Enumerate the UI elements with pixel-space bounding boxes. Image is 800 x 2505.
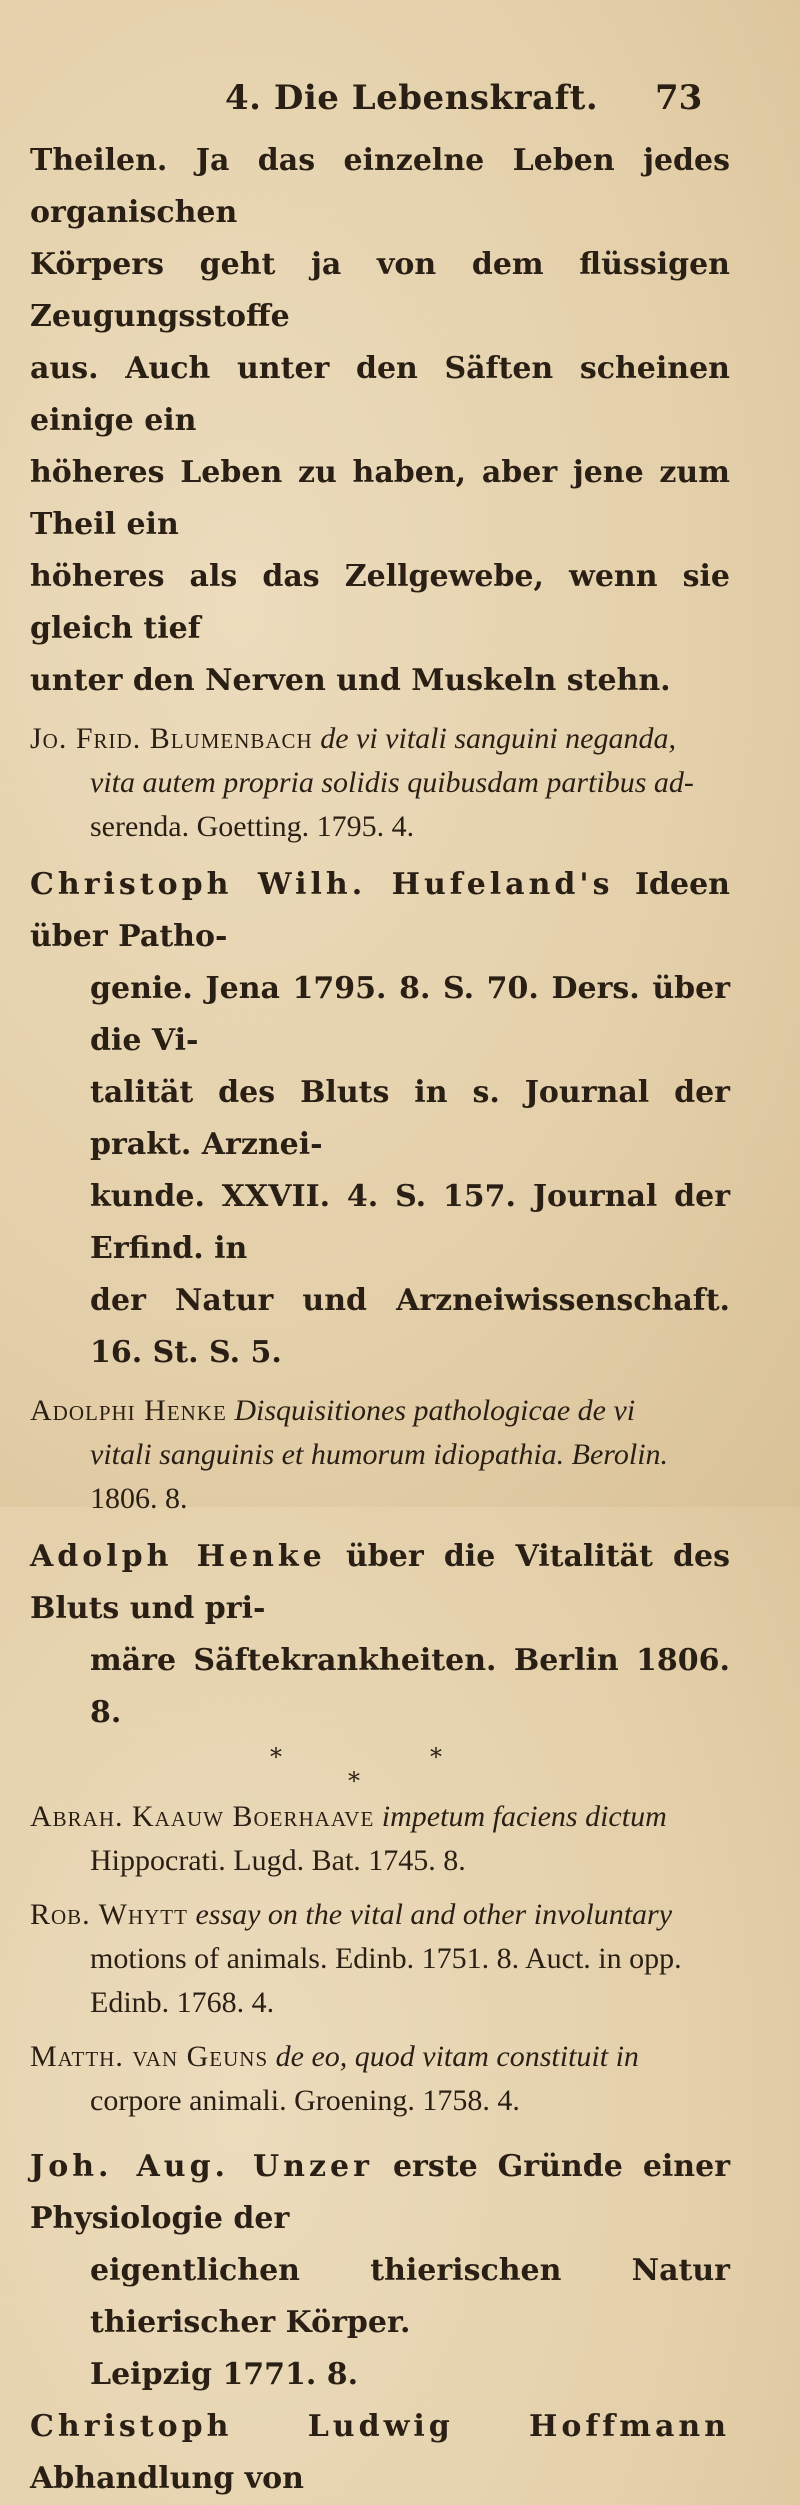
entry-line: eigentlichen thierischen Natur thierischer Körper. xyxy=(90,2253,730,2340)
entry-line: Hippocrati. Lugd. Bat. 1745. 8. xyxy=(90,1844,466,1877)
text-line: höheres als das Zellgewebe, wenn sie gleich tief xyxy=(30,559,730,646)
asterisk: * xyxy=(270,1743,282,1771)
bibliography-entry xyxy=(30,1531,730,1739)
entry-line: serenda. Goetting. 1795. 4. xyxy=(90,810,415,843)
entry-line: Edinb. 1768. 4. xyxy=(90,1986,275,2019)
entry-line: talität des Bluts in s. Journal der prakt. Arznei- xyxy=(90,1075,730,1162)
entry-author: Adolph Henke xyxy=(30,1539,326,1574)
entry-author: Christoph Ludwig Hoffmann xyxy=(30,2409,730,2444)
entry-author: Rob. Whytt xyxy=(30,1898,188,1931)
entry-author: Abrah. Kaauw Boerhaave xyxy=(30,1800,375,1833)
text-line: Körpers geht ja von dem flüssigen Zeugungsstoffe xyxy=(30,247,730,334)
bibliography-entry xyxy=(30,1389,730,1521)
bibliography-entry xyxy=(30,1893,730,2025)
section-separator xyxy=(30,1739,730,1795)
text-line: Theilen. Ja das einzelne Leben jedes organischen xyxy=(30,143,730,230)
entry-title: Abhandlung von xyxy=(30,2461,304,2496)
entry-title: essay on the vital and other involuntary xyxy=(187,1898,673,1931)
entry-title: erste Gründe einer Physiologie der xyxy=(30,2149,731,2236)
entry-line: Leipzig 1771. 8. xyxy=(90,2357,359,2392)
text-line: unter den Nerven und Muskeln stehn. xyxy=(30,663,671,698)
entry-author: Jo. Frid. Blumenbach xyxy=(30,722,313,755)
asterisk: * xyxy=(348,1767,360,1795)
text-line: höheres Leben zu haben, aber jene zum Theil ein xyxy=(30,455,730,542)
bibliography-entry xyxy=(30,717,730,849)
entry-author: Matth. van Geuns xyxy=(30,2040,269,2073)
entry-line: vitali sanguinis et humorum idiopathia. Berolin. xyxy=(90,1438,669,1471)
entry-title: de vi vitali sanguini neganda, xyxy=(312,722,676,755)
entry-line: 1806. 8. xyxy=(90,1482,188,1515)
bibliography-entry xyxy=(30,2141,730,2401)
entry-author: Christoph Wilh. Hufeland's xyxy=(30,867,614,902)
entry-line: märe Säftekrankheiten. Berlin 1806. 8. xyxy=(90,1643,730,1730)
bibliography-entry xyxy=(30,2035,730,2123)
entry-line: kunde. XXVII. 4. S. 157. Journal der Erfind. in xyxy=(90,1179,730,1266)
entry-line: der Natur und Arzneiwissenschaft. 16. St. S. 5. xyxy=(90,1283,730,1370)
text-line: aus. Auch unter den Säften scheinen einige ein xyxy=(30,351,730,438)
entry-title: über die Vitalität des Bluts und pri- xyxy=(30,1539,730,1626)
intro-paragraph xyxy=(30,135,730,707)
entry-author: Joh. Aug. Unzer xyxy=(30,2149,373,2184)
entry-line: genie. Jena 1795. 8. S. 70. Ders. über die Vi- xyxy=(90,971,730,1058)
entry-line: motions of animals. Edinb. 1751. 8. Auct. in opp. xyxy=(90,1942,682,1975)
running-header xyxy=(0,78,800,128)
entry-author: Adolphi Henke xyxy=(30,1394,227,1427)
page-body xyxy=(30,135,730,2505)
page-number: 73 xyxy=(655,78,703,118)
bibliography-entry xyxy=(30,1795,730,1883)
entry-title: de eo, quod vitam constituit in xyxy=(268,2040,639,2073)
bibliography-entry xyxy=(30,859,730,1379)
entry-line: corpore animali. Groening. 1758. 4. xyxy=(90,2084,520,2117)
bibliography-entry xyxy=(30,2401,730,2505)
entry-title: impetum faciens dictum xyxy=(374,1800,667,1833)
running-title: 4. Die Lebenskraft. xyxy=(225,78,599,118)
entry-title: Disquisitiones pathologicae de vi xyxy=(226,1394,636,1427)
asterisk: * xyxy=(430,1743,442,1771)
entry-title: Ideen über Patho- xyxy=(30,867,730,954)
entry-line: vita autem propria solidis quibusdam partibus ad- xyxy=(90,766,694,799)
